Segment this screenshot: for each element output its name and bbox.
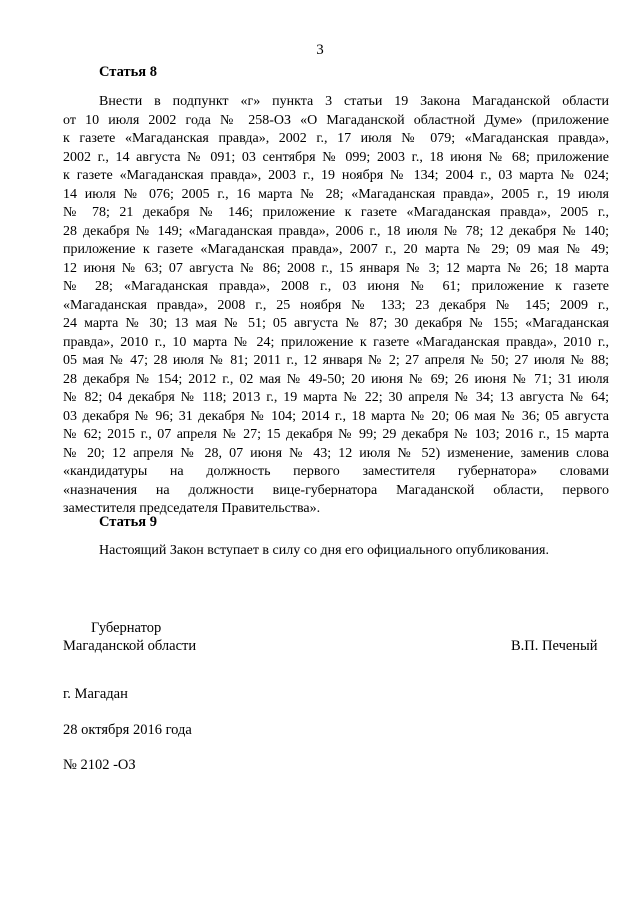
article-8-line: 14 июля № 076; 2005 г., 16 марта № 28; «Магаданская правда», 2005 г., 19 июля bbox=[63, 186, 609, 202]
article-8-line: 28 декабря № 149; «Магаданская правда», 2006 г., 18 июля № 78; 12 декабря № 140; bbox=[63, 223, 609, 239]
article-8-line: № 28; «Магаданская правда», 2008 г., 03 июня № 61; приложение к газете bbox=[63, 279, 609, 294]
footer-law-number: № 2102 -ОЗ bbox=[63, 757, 136, 773]
article-8-body bbox=[63, 93, 609, 519]
article-8-line: к газете «Магаданская правда», 2003 г., 19 ноября № 134; 2004 г., 03 марта № 024; bbox=[63, 168, 609, 183]
article-8-line: Внести в подпункт «г» пункта 3 статьи 19 Закона Магаданской области bbox=[99, 94, 609, 109]
article-8-line: № 20; 12 апреля № 28, 07 июня № 43; 12 июля № 52) изменение, заменив слова bbox=[63, 445, 609, 461]
article-8-line: от 10 июля 2002 года № 258-ОЗ «О Магаданской областной Думе» (приложение bbox=[63, 112, 609, 128]
article-9-text: Настоящий Закон вступает в силу со дня его официального опубликования. bbox=[99, 543, 549, 558]
article-8-line: № 62; 2015 г., 07 апреля № 27; 15 декабря № 99; 29 декабря № 103; 2016 г., 15 марта bbox=[63, 427, 609, 442]
article-8-line: к газете «Магаданская правда», 2002 г., 17 июля № 079; «Магаданская правда», bbox=[63, 131, 609, 146]
article-8-line: 28 декабря № 154; 2012 г., 02 мая № 49-50; 20 июня № 69; 26 июня № 71; 31 июля bbox=[63, 371, 609, 387]
footer-city: г. Магадан bbox=[63, 686, 128, 702]
article-8-line: правда», 2010 г., 10 марта № 24; приложение к газете «Магаданская правда», 2010 г., bbox=[63, 334, 609, 350]
article-9-heading: Статья 9 bbox=[99, 514, 157, 530]
article-8-line: 24 марта № 30; 13 мая № 51; 05 августа № 87; 30 декабря № 155; «Магаданская bbox=[63, 316, 609, 331]
article-8-line: 12 июня № 63; 07 августа № 86; 2008 г., 15 января № 3; 12 марта № 26; 18 марта bbox=[63, 260, 609, 276]
signature-region: Магаданской области bbox=[63, 638, 197, 654]
article-8-line: заместителя председателя Правительства». bbox=[63, 501, 321, 516]
article-8-line: 03 декабря № 96; 31 декабря № 104; 2014 г., 18 марта № 20; 06 мая № 36; 05 августа bbox=[63, 408, 609, 424]
article-8-heading: Статья 8 bbox=[99, 64, 157, 80]
article-8-line: «назначения на должности вице-губернатора Магаданской области, первого bbox=[63, 482, 609, 498]
article-8-line: приложение к газете «Магаданская правда», 2007 г., 20 марта № 29; 09 мая № 49; bbox=[63, 242, 609, 257]
article-8-line: 05 мая № 47; 28 июля № 81; 2011 г., 12 января № 2; 27 апреля № 50; 27 июля № 88; bbox=[63, 353, 609, 368]
article-8-line: № 82; 04 декабря № 118; 2013 г., 19 марта № 22; 30 апреля № 34; 13 августа № 64; bbox=[63, 390, 609, 405]
footer-date: 28 октября 2016 года bbox=[63, 722, 192, 738]
article-8-line: № 78; 21 декабря № 146; приложение к газете «Магаданская правда», 2005 г., bbox=[63, 205, 609, 220]
signature-name: В.П. Печеный bbox=[511, 638, 598, 654]
page-number: 3 bbox=[316, 42, 324, 58]
article-8-line: 2002 г., 14 августа № 091; 03 сентября № 099; 2003 г., 18 июня № 68; приложение bbox=[63, 149, 609, 165]
article-8-line: «кандидатуры на должность первого заместителя губернатора» словами bbox=[63, 464, 609, 479]
article-8-line: «Магаданская правда», 2008 г., 25 ноября № 133; 23 декабря № 145; 2009 г., bbox=[63, 297, 609, 313]
signature-title: Губернатор bbox=[91, 620, 162, 636]
